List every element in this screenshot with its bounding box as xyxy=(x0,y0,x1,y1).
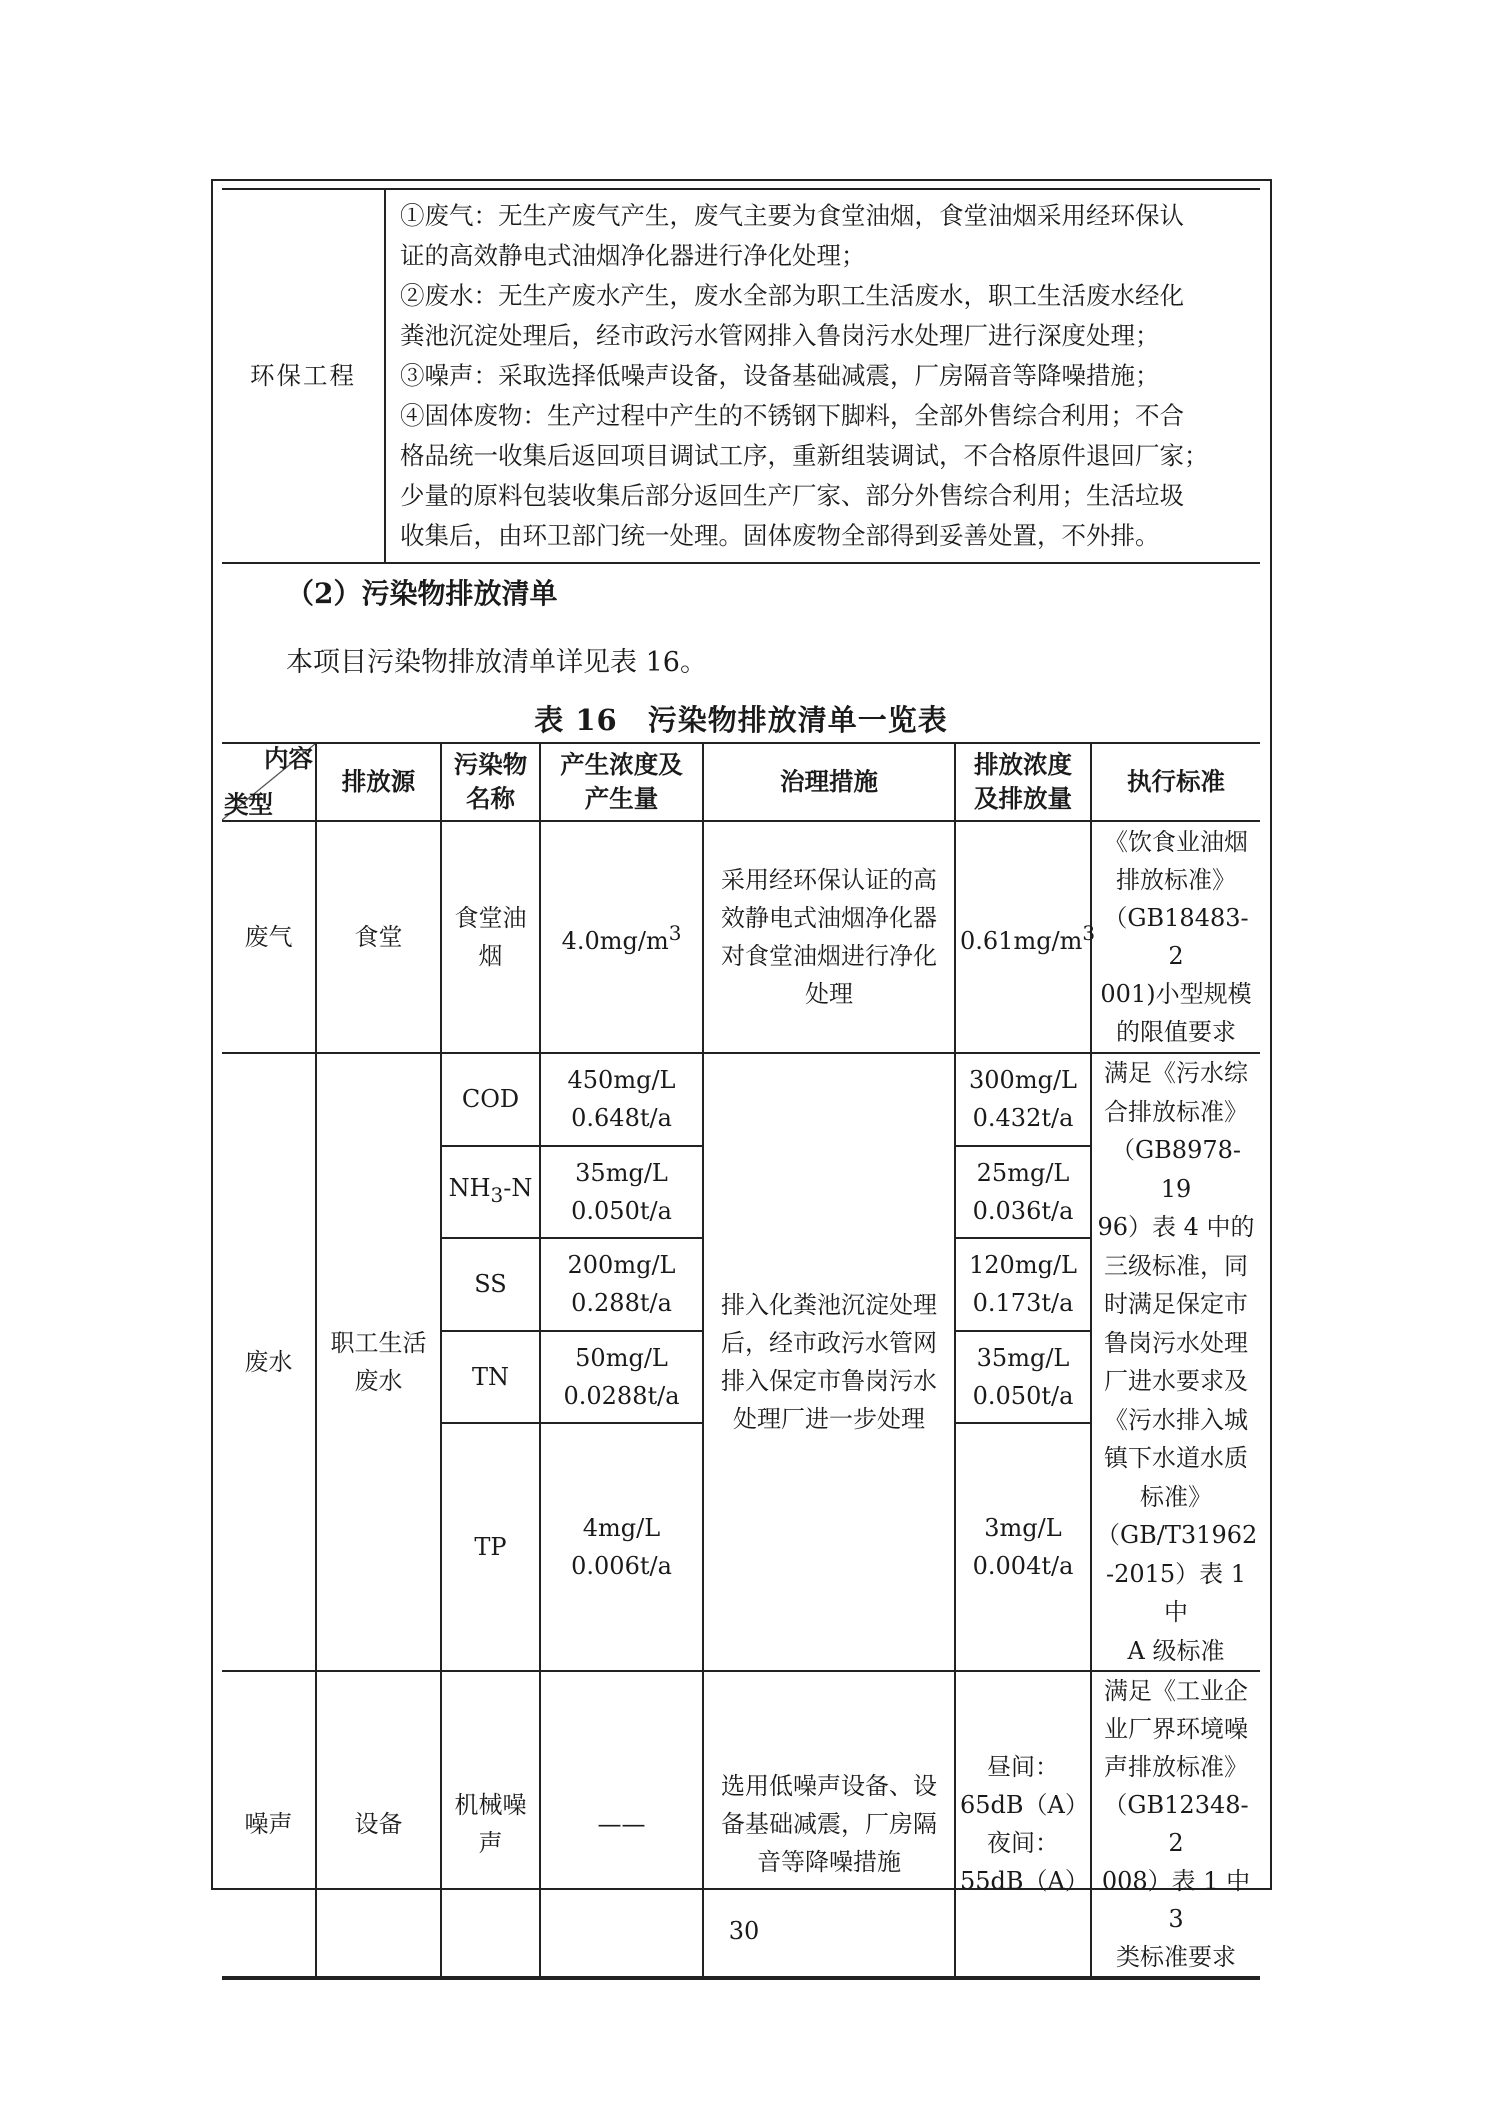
noise-emission-line: 55dB（A） xyxy=(960,1867,1089,1895)
noise-generation: —— xyxy=(540,1671,703,1978)
noise-standard-line: 类标准要求 xyxy=(1116,1943,1236,1971)
water-pollutant-tp: TP xyxy=(441,1423,540,1671)
water-standard-line: 满足《污水综 xyxy=(1104,1059,1248,1087)
header-emission-line: 及排放量 xyxy=(974,784,1072,813)
section-heading: （2）污染物排放清单 xyxy=(286,577,558,610)
water-standard-line: 96）表 4 中的 xyxy=(1097,1213,1255,1241)
water-gen-nh3 xyxy=(540,1146,703,1239)
water-gen-line: 4mg/L xyxy=(582,1514,661,1543)
water-standard-line: （GB/T31962 xyxy=(1096,1521,1258,1549)
gas-measures-line: 效静电式油烟净化器 xyxy=(721,904,937,932)
header-pollutant-line: 名称 xyxy=(466,784,515,813)
gas-standard-line: 《饮食业油烟 xyxy=(1104,828,1248,856)
water-emi-line: 35mg/L xyxy=(976,1344,1070,1373)
water-standard-line: A 级标准 xyxy=(1127,1636,1225,1665)
water-standard-line: 镇下水道水质 xyxy=(1104,1444,1248,1472)
water-emi-line: 300mg/L xyxy=(969,1066,1077,1095)
water-measures-line: 处理厂进一步处理 xyxy=(733,1405,925,1433)
header-generation-line: 产生量 xyxy=(584,784,659,813)
water-standard-line: 三级标准，同 xyxy=(1104,1251,1248,1280)
header-pollutant-line: 污染物 xyxy=(453,750,528,779)
water-pollutant-ss: SS xyxy=(441,1238,540,1331)
water-standard-line: 时满足保定市 xyxy=(1104,1290,1248,1318)
nh3-tail: -N xyxy=(503,1174,533,1203)
noise-measures-line: 音等降噪措施 xyxy=(757,1848,901,1876)
gas-measures-line: 处理 xyxy=(805,980,853,1008)
env-line: 证的高效静电式油烟净化器进行净化处理； xyxy=(400,241,866,270)
gas-gen-value: 4.0mg/m xyxy=(561,927,669,955)
water-gen-line: 0.0288t/a xyxy=(563,1382,680,1411)
gas-measures xyxy=(703,821,955,1053)
header-source: 排放源 xyxy=(316,743,441,821)
water-gen-line: 200mg/L xyxy=(567,1251,676,1280)
gas-emission-sup: 3 xyxy=(1082,921,1096,945)
noise-type: 噪声 xyxy=(222,1671,316,1978)
water-gen-line: 0.006t/a xyxy=(571,1552,672,1581)
noise-pollutant-line: 声 xyxy=(478,1829,503,1857)
water-source-line: 职工生活 xyxy=(330,1329,427,1357)
water-emi-line: 120mg/L xyxy=(969,1251,1077,1280)
noise-standard-line: 满足《工业企 xyxy=(1104,1677,1248,1705)
table-header-row xyxy=(222,743,1260,821)
water-measures-line: 排入化粪池沉淀处理 xyxy=(721,1291,937,1319)
gas-pollutant-line: 食堂油 xyxy=(454,904,527,932)
water-emi-line: 3mg/L xyxy=(984,1514,1062,1543)
header-type: 类型 xyxy=(224,790,273,819)
noise-emission-line: 夜间： xyxy=(987,1829,1059,1857)
gas-standard-line: （GB18483-2 xyxy=(1103,904,1249,970)
water-gen-tn xyxy=(540,1331,703,1424)
water-emi-line: 0.036t/a xyxy=(972,1196,1074,1225)
nh3-sub: 3 xyxy=(490,1183,504,1208)
env-line: ①废气：无生产废气产生，废气主要为食堂油烟，食堂油烟采用经环保认 xyxy=(400,201,1184,230)
gas-measures-line: 对食堂油烟进行净化 xyxy=(721,942,937,970)
water-gen-line: 0.050t/a xyxy=(571,1196,672,1225)
gas-gen-sup: 3 xyxy=(668,921,682,945)
gas-emission xyxy=(955,821,1096,1053)
water-emi-line: 0.004t/a xyxy=(972,1552,1074,1581)
water-gen-line: 35mg/L xyxy=(575,1158,668,1187)
noise-emission-line: 昼间： xyxy=(987,1753,1059,1781)
pollutant-emission-table xyxy=(222,742,1260,1980)
water-gen-cod xyxy=(540,1053,703,1146)
gas-pollutant xyxy=(441,821,540,1053)
water-emi-line: 0.050t/a xyxy=(972,1382,1074,1411)
water-standard-line: 合排放标准》 xyxy=(1104,1097,1248,1126)
env-line: 粪池沉淀处理后，经市政污水管网排入鲁岗污水处理厂进行深度处理； xyxy=(400,321,1160,350)
water-measures-line: 后，经市政污水管网 xyxy=(721,1329,937,1357)
env-line: ④固体废物：生产过程中产生的不锈钢下脚料，全部外售综合利用；不合 xyxy=(400,401,1184,430)
water-gen-tp xyxy=(540,1423,703,1671)
header-measures: 治理措施 xyxy=(703,743,955,821)
noise-emission-line: 65dB（A） xyxy=(960,1791,1089,1819)
env-line: 格品统一收集后返回项目调试工序，重新组装调试，不合格原件退回厂家； xyxy=(400,441,1209,470)
noise-measures-line: 选用低噪声设备、设 xyxy=(721,1772,937,1800)
water-gen-line: 0.288t/a xyxy=(571,1289,672,1318)
noise-pollutant-line: 机械噪 xyxy=(454,1791,527,1819)
env-line: ②废水：无生产废水产生，废水全部为职工生活废水，职工生活废水经化 xyxy=(400,281,1184,310)
water-standard-line: 厂进水要求及 xyxy=(1104,1367,1248,1395)
table-row-water-cod xyxy=(222,1053,1260,1146)
gas-emission-value: 0.61mg/m xyxy=(960,927,1083,955)
noise-standard-line: 008）表 1 中 3 xyxy=(1101,1867,1251,1933)
water-standard xyxy=(1091,1053,1260,1671)
water-gen-ss xyxy=(540,1238,703,1331)
water-pollutant-nh3 xyxy=(441,1146,540,1239)
water-emi-ss xyxy=(955,1238,1091,1331)
gas-type: 废气 xyxy=(222,821,316,1053)
env-line: 收集后，由环卫部门统一处理。固体废物全部得到妥善处置，不外排。 xyxy=(400,521,1160,550)
env-engineering-label: 环保工程 xyxy=(222,189,385,563)
water-emi-tn xyxy=(955,1331,1091,1424)
intro-paragraph: 本项目污染物排放清单详见表 16。 xyxy=(286,647,707,678)
water-measures-line: 排入保定市鲁岗污水 xyxy=(721,1367,937,1395)
header-generation-line: 产生浓度及 xyxy=(560,750,683,779)
gas-standard xyxy=(1091,821,1260,1053)
water-standard-line: 《污水排入城 xyxy=(1104,1405,1248,1434)
gas-measures-line: 采用经环保认证的高 xyxy=(721,866,937,894)
page-number: 30 xyxy=(728,1917,760,1945)
water-source-line: 废水 xyxy=(354,1367,403,1395)
water-pollutant-cod: COD xyxy=(441,1053,540,1146)
gas-pollutant-line: 烟 xyxy=(478,942,503,970)
water-gen-line: 50mg/L xyxy=(575,1344,668,1373)
diagonal-header-cell xyxy=(222,743,316,821)
gas-standard-line: 排放标准》 xyxy=(1116,866,1236,894)
gas-standard-line: 的限值要求 xyxy=(1116,1018,1236,1046)
table-caption: 表 16 污染物排放清单一览表 xyxy=(534,703,948,737)
table-row-gas xyxy=(222,821,1260,1053)
water-gen-line: 450mg/L xyxy=(567,1066,676,1095)
noise-standard-line: 声排放标准》 xyxy=(1104,1753,1248,1781)
header-emission-line: 排放浓度 xyxy=(974,750,1072,779)
water-standard-line: （GB8978-19 xyxy=(1111,1136,1241,1203)
header-generation xyxy=(540,743,703,821)
nh3-main: NH xyxy=(448,1174,491,1203)
water-type: 废水 xyxy=(222,1053,316,1671)
water-emi-line: 0.432t/a xyxy=(972,1104,1074,1133)
env-line: ③噪声：采取选择低噪声设备，设备基础减震，厂房隔音等降噪措施； xyxy=(400,361,1160,390)
water-emi-line: 25mg/L xyxy=(976,1158,1070,1187)
header-standard: 执行标准 xyxy=(1091,743,1260,821)
water-standard-line: -2015）表 1 中 xyxy=(1105,1559,1247,1626)
water-emi-line: 0.173t/a xyxy=(972,1289,1074,1318)
water-standard-line: 标准》 xyxy=(1140,1482,1212,1511)
gas-generation xyxy=(540,821,703,1053)
header-pollutant xyxy=(441,743,540,821)
env-engineering-body xyxy=(385,189,1260,563)
gas-standard-line: 001)小型规模 xyxy=(1100,980,1252,1008)
water-gen-line: 0.648t/a xyxy=(571,1104,672,1133)
noise-measures-line: 备基础减震，厂房隔 xyxy=(721,1810,937,1838)
water-standard-line: 鲁岗污水处理 xyxy=(1104,1328,1248,1357)
water-pollutant-tn: TN xyxy=(441,1331,540,1424)
env-line: 少量的原料包装收集后部分返回生产厂家、部分外售综合利用；生活垃圾 xyxy=(400,481,1184,510)
water-source xyxy=(316,1053,441,1671)
noise-standard-line: 业厂界环境噪 xyxy=(1104,1715,1248,1743)
env-engineering-table xyxy=(222,188,1260,564)
water-measures xyxy=(703,1053,955,1671)
noise-source: 设备 xyxy=(316,1671,441,1978)
water-emi-tp xyxy=(955,1423,1091,1671)
gas-source: 食堂 xyxy=(316,821,441,1053)
water-emi-nh3 xyxy=(955,1146,1091,1239)
water-emi-cod xyxy=(955,1053,1091,1146)
header-content: 内容 xyxy=(264,744,313,773)
noise-standard-line: （GB12348-2 xyxy=(1103,1791,1249,1857)
header-emission xyxy=(955,743,1091,821)
